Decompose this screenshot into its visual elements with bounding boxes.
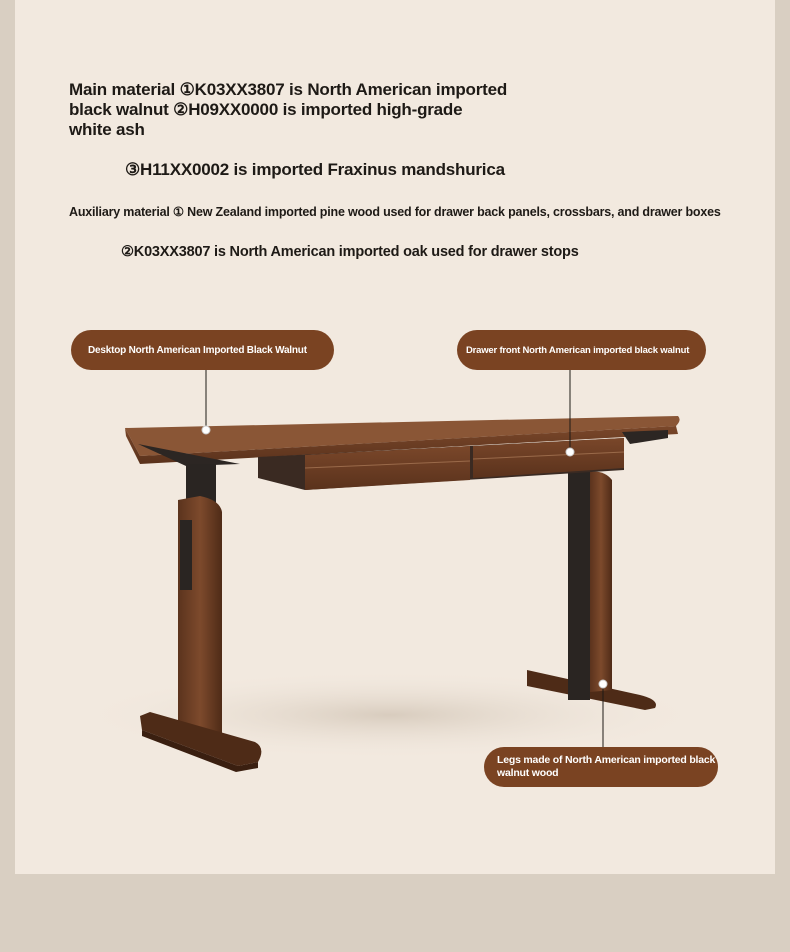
auxiliary-material-text-2: ②K03XX3807 is North American imported oak used for drawer stops [121, 244, 579, 260]
left-leg-slot [180, 520, 192, 590]
main-material-text-3: ③H11XX0002 is imported Fraxinus mandshurica [125, 160, 505, 179]
desktop-pointer-dot [202, 426, 210, 434]
auxiliary-material-text: Auxiliary material ① New Zealand imported pine wood used for drawer back panels, crossbars, and drawer boxes [69, 205, 721, 219]
right-leg-column [568, 470, 590, 700]
right-leg-wood [590, 472, 612, 692]
desktop-callout: Desktop North American Imported Black Walnut [71, 330, 334, 370]
legs-callout: Legs made of North American imported black walnut wood [484, 747, 718, 787]
drawer-pointer-dot [566, 448, 574, 456]
legs-pointer-dot [599, 680, 607, 688]
frame-right [622, 430, 668, 444]
drawer-front-callout: Drawer front North American imported black walnut [457, 330, 706, 370]
main-material-text: Main material ①K03XX3807 is North American imported black walnut ②H09XX0000 is imported high-grade white ash [69, 80, 508, 139]
